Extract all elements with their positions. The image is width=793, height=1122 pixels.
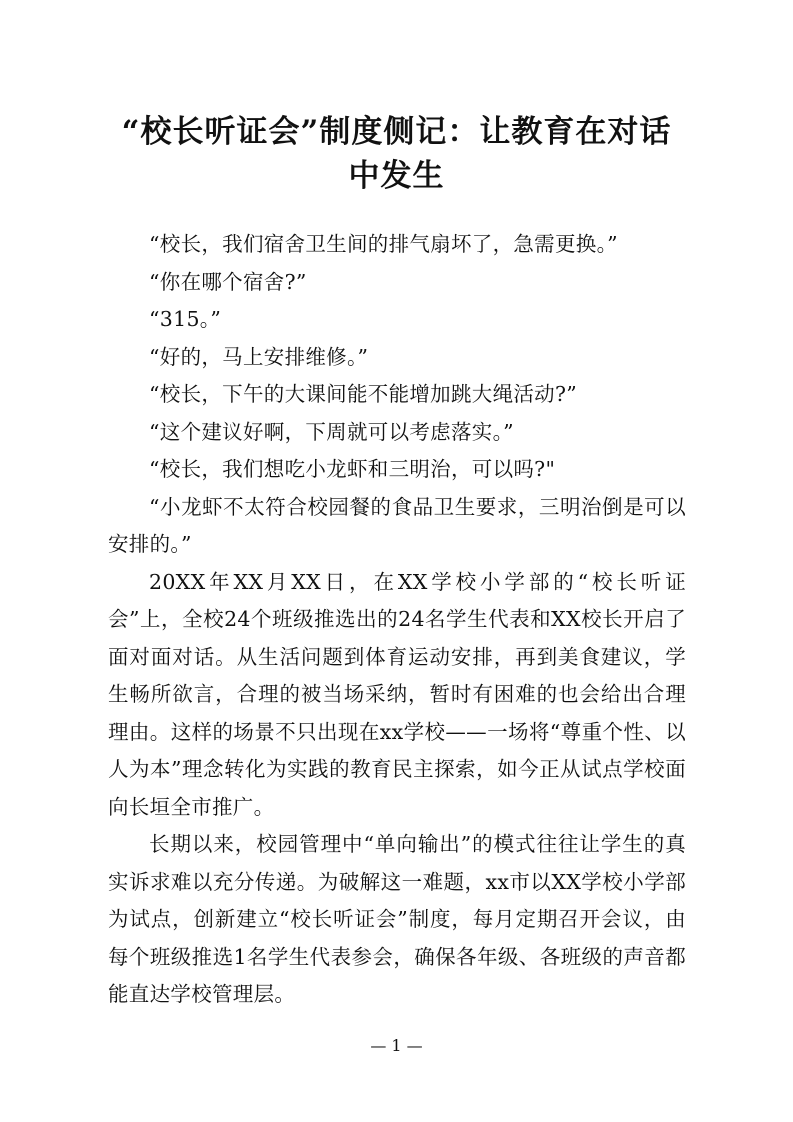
paragraph-10: 长期以来，校园管理中“单向输出”的模式往往让学生的真实诉求难以充分传递。为破解这一难题，xx市以XX学校小学部为试点，创新建立“校长听证会”制度，每月定期召开会议，由每个班级推选1名学生代表参会，确保各年级、各班级的声音都能直达学校管理层。 xyxy=(108,832,686,1006)
page-number: — 1 — xyxy=(370,1036,423,1055)
title-line-2: 中发生 xyxy=(348,158,445,194)
paragraph-7: “校长，我们想吃小龙虾和三明治，可以吗?" xyxy=(149,457,556,481)
document-body xyxy=(108,226,686,1014)
paragraph-3: “315。” xyxy=(149,307,222,331)
paragraph-2: “你在哪个宿舍?” xyxy=(149,269,307,294)
paragraph-6: “这个建议好啊，下周就可以考虑落实。” xyxy=(149,419,514,444)
paragraph-8: “小龙虾不太符合校园餐的食品卫生要求，三明治倒是可以安排的。” xyxy=(108,494,686,556)
document-title xyxy=(100,110,693,198)
paragraph-5: “校长，下午的大课间能不能增加跳大绳活动?” xyxy=(149,382,578,406)
title-line-1: “校长听证会”制度侧记：让教育在对话 xyxy=(121,114,672,150)
paragraph-1: “校长，我们宿舍卫生间的排气扇坏了，急需更换。” xyxy=(149,232,618,256)
paragraph-9: 20XX年XX月XX日，在XX学校小学部的“校长听证会”上，全校24个班级推选出的24名学生代表和XX校长开启了面对面对话。从生活问题到体育运动安排，再到美食建议，学生畅所欲言，合理的被当场采纳，暂时有困难的也会给出合理理由。这样的场景不只出现在xx学校——一场将“尊重个性、以人为本”理念转化为实践的教育民主探索，如今正从试点学校面向长垣全市推广。 xyxy=(108,569,686,819)
paragraph-4: “好的，马上安排维修。” xyxy=(149,344,369,369)
